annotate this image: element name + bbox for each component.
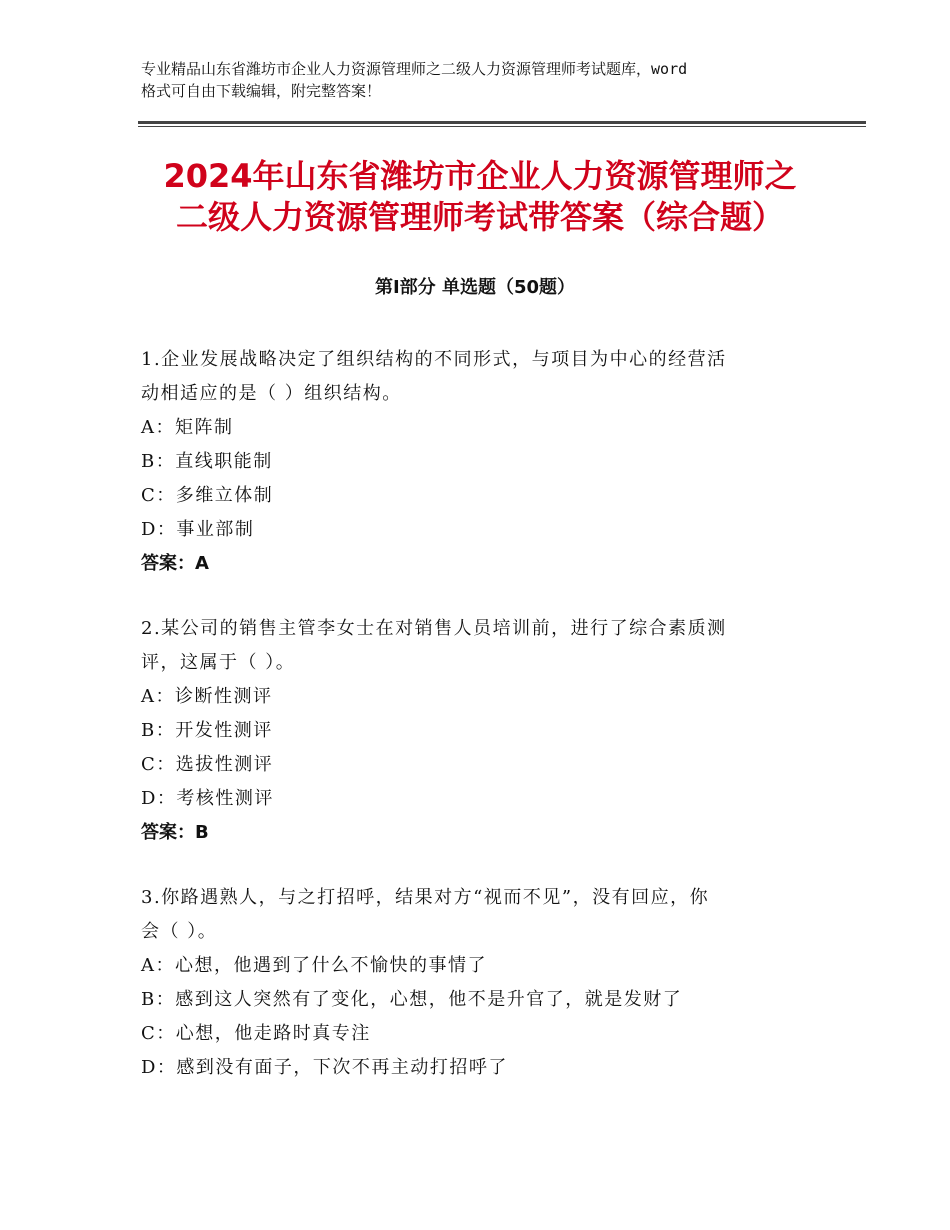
question-2: [141, 612, 821, 850]
question-stem-line: 动相适应的是（ ）组织结构。: [141, 383, 402, 404]
question-3: [141, 881, 821, 1085]
question-3-option-b: B：感到这人突然有了变化，心想，他不是升官了，就是发财了: [141, 989, 683, 1010]
question-stem-line: 评，这属于（ ）。: [141, 652, 296, 673]
question-1-option-c: C：多维立体制: [141, 485, 274, 506]
question-list: [141, 343, 821, 1116]
question-2-option-a: A：诊断性测评: [141, 686, 273, 707]
question-1-stem: [141, 343, 821, 411]
question-stem-line: 2.某公司的销售主管李女士在对销售人员培训前，进行了综合素质测: [141, 618, 727, 639]
question-2-option-d: D：考核性测评: [141, 788, 274, 809]
document-title: [110, 156, 850, 238]
question-3-option-c: C：心想，他走路时真专注: [141, 1023, 371, 1044]
question-3-option-a: A：心想，他遇到了什么不愉快的事情了: [141, 955, 487, 976]
document-title-line-1: 2024年山东省潍坊市企业人力资源管理师之: [163, 157, 797, 195]
question-1-option-a: A：矩阵制: [141, 417, 234, 438]
header-note: [141, 58, 841, 102]
question-1-option-b: B：直线职能制: [141, 451, 273, 472]
header-rule-thin: [138, 126, 866, 127]
document-title-line-2: 二级人力资源管理师考试带答案（综合题）: [175, 198, 784, 236]
question-2-option-b: B：开发性测评: [141, 720, 273, 741]
header-note-line-1: 专业精品山东省潍坊市企业人力资源管理师之二级人力资源管理师考试题库，word: [141, 60, 688, 78]
question-2-option-c: C：选拔性测评: [141, 754, 274, 775]
question-1-option-d: D：事业部制: [141, 519, 255, 540]
header-note-line-2: 格式可自由下载编辑，附完整答案！: [141, 82, 382, 100]
question-3-stem: [141, 881, 821, 949]
header-rule-thick: [138, 121, 866, 124]
question-stem-line: 会（ ）。: [141, 921, 218, 942]
question-stem-line: 3.你路遇熟人，与之打招呼，结果对方“视而不见”，没有回应，你: [141, 887, 710, 908]
section-title: 第Ⅰ部分 单选题（50题）: [374, 277, 575, 298]
question-1-answer: 答案：A: [141, 553, 209, 574]
question-2-stem: [141, 612, 821, 680]
question-1: [141, 343, 821, 581]
question-stem-line: 1.企业发展战略决定了组织结构的不同形式，与项目为中心的经营活: [141, 349, 727, 370]
question-2-answer: 答案：B: [141, 822, 209, 843]
question-3-option-d: D：感到没有面子，下次不再主动打招呼了: [141, 1057, 508, 1078]
